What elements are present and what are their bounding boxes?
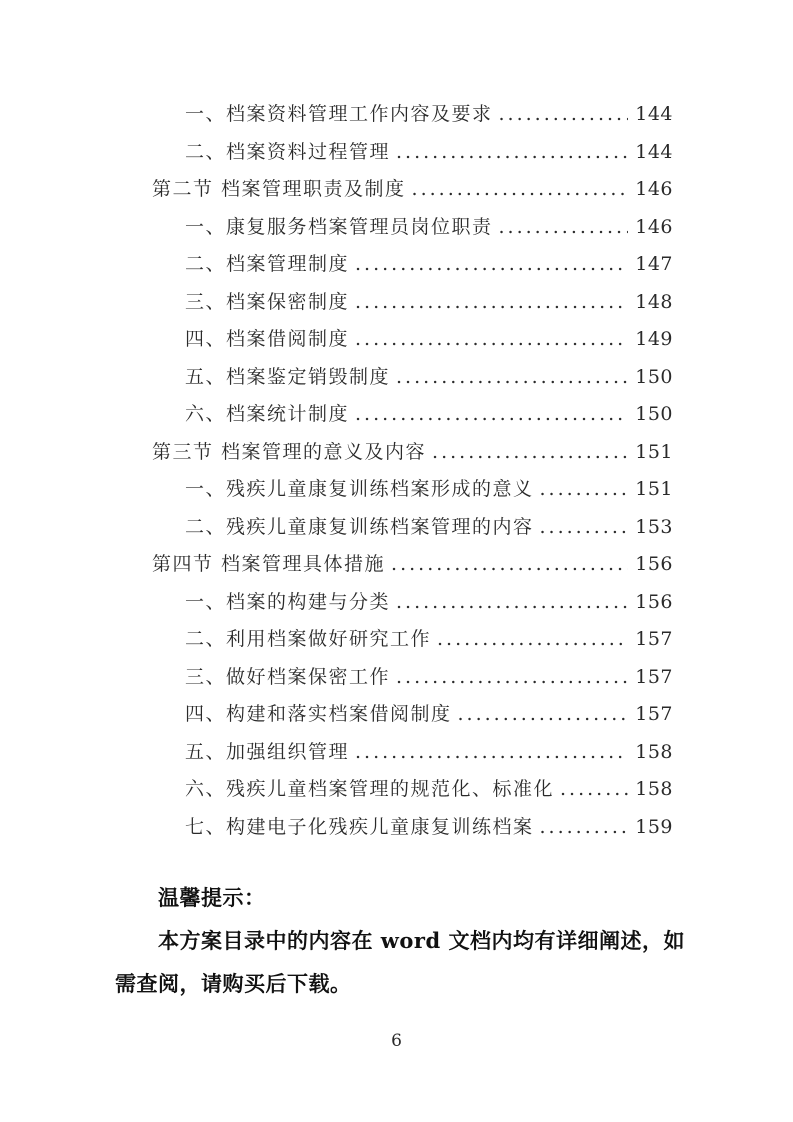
toc-leader-dots bbox=[560, 771, 628, 809]
toc-leader-dots bbox=[355, 734, 628, 772]
toc-leader-dots bbox=[355, 396, 628, 434]
toc-entry-label: 第四节 档案管理具体措施 bbox=[152, 553, 386, 575]
toc-entry-label: 二、残疾儿童康复训练档案管理的内容 bbox=[185, 515, 534, 538]
toc-entry[interactable] bbox=[115, 696, 673, 734]
toc-leader-dots bbox=[412, 171, 629, 209]
toc-entry-page: 157 bbox=[635, 628, 673, 650]
notice-block bbox=[115, 876, 685, 1005]
toc-entry[interactable] bbox=[115, 321, 673, 359]
toc-entry[interactable] bbox=[115, 546, 673, 584]
toc-entry-label: 二、利用档案做好研究工作 bbox=[185, 628, 432, 650]
toc-entry-page: 148 bbox=[635, 290, 673, 313]
toc-entry[interactable] bbox=[115, 809, 673, 847]
toc-entry-label: 三、档案保密制度 bbox=[185, 290, 350, 313]
toc-entry-label: 二、档案资料过程管理 bbox=[185, 140, 391, 163]
toc-entry-label: 第三节 档案管理的意义及内容 bbox=[152, 440, 427, 463]
toc-leader-dots bbox=[355, 284, 628, 322]
toc-entry-label: 四、档案借阅制度 bbox=[185, 328, 350, 350]
toc-entry-page: 144 bbox=[635, 140, 673, 163]
toc-entry[interactable] bbox=[115, 359, 673, 397]
toc-entry[interactable] bbox=[115, 734, 673, 772]
toc-leader-dots bbox=[437, 621, 628, 659]
toc-entry[interactable] bbox=[115, 396, 673, 434]
toc-leader-dots bbox=[396, 359, 628, 397]
toc-leader-dots bbox=[355, 321, 628, 359]
notice-body-line: 本方案目录中的内容在 word 文档内均有详细阐述，如 bbox=[158, 928, 685, 953]
toc-leader-dots bbox=[396, 584, 628, 622]
toc-entry-page: 157 bbox=[635, 703, 673, 725]
toc-entry-page: 146 bbox=[635, 215, 673, 238]
toc-entry[interactable] bbox=[115, 471, 673, 509]
toc-entry-label: 第二节 档案管理职责及制度 bbox=[152, 178, 406, 200]
toc-leader-dots bbox=[391, 546, 628, 584]
toc-entry-page: 156 bbox=[635, 553, 673, 575]
toc-entry-page: 149 bbox=[635, 328, 673, 350]
toc-entry-label: 一、档案资料管理工作内容及要求 bbox=[185, 103, 493, 125]
toc-leader-dots bbox=[499, 96, 629, 134]
toc-entry-label: 五、加强组织管理 bbox=[185, 740, 350, 763]
toc-entry-page: 151 bbox=[635, 440, 673, 463]
toc-entry-page: 159 bbox=[635, 815, 673, 838]
toc-entry-page: 158 bbox=[635, 740, 673, 763]
toc-entry[interactable] bbox=[115, 584, 673, 622]
toc-entry-page: 151 bbox=[635, 478, 673, 500]
toc-entry[interactable] bbox=[115, 96, 673, 134]
toc-entry-page: 157 bbox=[635, 665, 673, 688]
toc-entry[interactable] bbox=[115, 134, 673, 172]
page-number: 6 bbox=[391, 1031, 402, 1051]
toc-entry[interactable] bbox=[115, 509, 673, 547]
toc-entry-page: 150 bbox=[635, 365, 673, 388]
notice-title: 温馨提示： bbox=[158, 885, 266, 910]
toc-entry[interactable] bbox=[115, 209, 673, 247]
toc-entry[interactable] bbox=[115, 434, 673, 472]
toc-leader-dots bbox=[396, 659, 628, 697]
toc-entry-label: 四、构建和落实档案借阅制度 bbox=[185, 703, 452, 725]
toc-entry-label: 三、做好档案保密工作 bbox=[185, 665, 391, 688]
toc-leader-dots bbox=[355, 246, 628, 284]
toc-leader-dots bbox=[396, 134, 628, 172]
toc-entry-label: 一、残疾儿童康复训练档案形成的意义 bbox=[185, 478, 534, 500]
toc-entry-label: 一、康复服务档案管理员岗位职责 bbox=[185, 215, 493, 238]
toc-leader-dots bbox=[540, 509, 629, 547]
toc-entry-label: 二、档案管理制度 bbox=[185, 253, 350, 275]
toc-entry-label: 七、构建电子化残疾儿童康复训练档案 bbox=[185, 815, 534, 838]
toc-entry-page: 153 bbox=[635, 515, 673, 538]
toc-entry-label: 一、档案的构建与分类 bbox=[185, 590, 391, 613]
toc-entry[interactable] bbox=[115, 171, 673, 209]
toc-entry-page: 147 bbox=[635, 253, 673, 275]
notice-body-line: 需查阅，请购买后下载。 bbox=[115, 971, 352, 996]
toc-entry-page: 150 bbox=[635, 403, 673, 425]
toc-leader-dots bbox=[540, 471, 629, 509]
toc-entry-page: 144 bbox=[635, 103, 673, 125]
toc-entry-label: 五、档案鉴定销毁制度 bbox=[185, 365, 391, 388]
toc-entry[interactable] bbox=[115, 659, 673, 697]
toc-entry[interactable] bbox=[115, 621, 673, 659]
toc-entry-page: 156 bbox=[635, 590, 673, 613]
toc-entry[interactable] bbox=[115, 771, 673, 809]
toc-entry-page: 146 bbox=[635, 178, 673, 200]
toc-leader-dots bbox=[540, 809, 629, 847]
toc-entry[interactable] bbox=[115, 284, 673, 322]
toc-entry-label: 六、残疾儿童档案管理的规范化、标准化 bbox=[185, 778, 555, 800]
toc-leader-dots bbox=[458, 696, 629, 734]
toc-entry[interactable] bbox=[115, 246, 673, 284]
toc-leader-dots bbox=[432, 434, 628, 472]
toc-leader-dots bbox=[499, 209, 629, 247]
toc-entry-page: 158 bbox=[635, 778, 673, 800]
toc-entry-label: 六、档案统计制度 bbox=[185, 403, 350, 425]
toc bbox=[115, 96, 673, 846]
